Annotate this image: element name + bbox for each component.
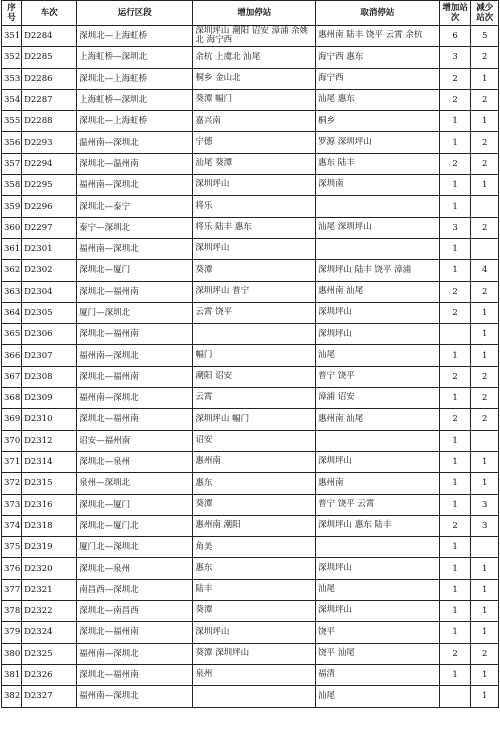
table-row [2, 366, 499, 387]
cell-reduce-count [471, 537, 499, 558]
cell-seq: 367 [2, 366, 22, 387]
cell-add-stops: 诏安 [193, 430, 316, 451]
cell-cancel-stops: 深圳坪山 [316, 451, 440, 472]
cell-section: 福州南—深圳北 [77, 686, 193, 707]
cell-cancel-stops: 惠州南 [316, 473, 440, 494]
cell-train: D2321 [22, 579, 77, 600]
table-row [2, 302, 499, 323]
cell-train: D2307 [22, 345, 77, 366]
cell-add-count: 2 [439, 281, 471, 302]
cell-add-count: 1 [439, 196, 471, 217]
cell-train: D2327 [22, 686, 77, 707]
cell-section: 深圳北—泉州 [77, 451, 193, 472]
cell-section: 泰宁—深圳北 [77, 217, 193, 238]
cell-seq: 356 [2, 132, 22, 153]
cell-seq: 379 [2, 622, 22, 643]
cell-seq: 374 [2, 515, 22, 536]
cell-add-count: 1 [439, 579, 471, 600]
cell-seq: 364 [2, 302, 22, 323]
cell-add-stops: 深圳坪山 普宁 [193, 281, 316, 302]
table-row [2, 664, 499, 685]
cell-reduce-count [471, 430, 499, 451]
cell-train: D2312 [22, 430, 77, 451]
cell-seq: 376 [2, 558, 22, 579]
cell-seq: 358 [2, 175, 22, 196]
cell-seq: 381 [2, 664, 22, 685]
cell-cancel-stops: 普宁 饶平 [316, 366, 440, 387]
header-add-count: 增加站次 [439, 1, 471, 26]
table-body [2, 26, 499, 708]
cell-section: 深圳北—福州南 [77, 324, 193, 345]
cell-cancel-stops: 汕尾 深圳坪山 [316, 217, 440, 238]
cell-train: D2318 [22, 515, 77, 536]
cell-cancel-stops: 桐乡 [316, 111, 440, 132]
cell-seq: 382 [2, 686, 22, 707]
cell-add-stops: 桐乡 金山北 [193, 68, 316, 89]
cell-add-stops: 陆丰 [193, 579, 316, 600]
cell-section: 深圳北—厦门北 [77, 515, 193, 536]
cell-cancel-stops: 汕尾 [316, 345, 440, 366]
cell-cancel-stops: 海宁西 惠东 [316, 47, 440, 68]
cell-section: 福州南—深圳北 [77, 388, 193, 409]
cell-section: 上海虹桥—深圳北 [77, 89, 193, 110]
cell-train: D2325 [22, 643, 77, 664]
cell-add-count: 1 [439, 451, 471, 472]
cell-add-count: 1 [439, 664, 471, 685]
cell-add-stops: 泉州 [193, 664, 316, 685]
cell-add-count: 1 [439, 473, 471, 494]
cell-add-count: 1 [439, 345, 471, 366]
table-row [2, 153, 499, 174]
cell-add-count [439, 686, 471, 707]
cell-add-count: 6 [439, 26, 471, 47]
cell-section: 福州南—深圳北 [77, 238, 193, 259]
cell-cancel-stops: 惠东 陆丰 [316, 153, 440, 174]
cell-train: D2320 [22, 558, 77, 579]
cell-reduce-count [471, 196, 499, 217]
table-row [2, 558, 499, 579]
cell-seq: 366 [2, 345, 22, 366]
cell-cancel-stops: 深圳坪山 惠东 陆丰 [316, 515, 440, 536]
cell-add-count: 1 [439, 558, 471, 579]
cell-section: 福州南—深圳北 [77, 643, 193, 664]
cell-reduce-count [471, 238, 499, 259]
header-row [2, 1, 499, 26]
cell-section: 深圳北—泰宁 [77, 196, 193, 217]
cell-add-count: 2 [439, 89, 471, 110]
cell-section: 上海虹桥—深圳北 [77, 47, 193, 68]
table-row [2, 260, 499, 281]
cell-section: 诏安—福州南 [77, 430, 193, 451]
cell-reduce-count: 2 [471, 366, 499, 387]
cell-reduce-count: 1 [471, 324, 499, 345]
header-add-stops: 增加停站 [193, 1, 316, 26]
cell-train: D2294 [22, 153, 77, 174]
cell-reduce-count: 1 [471, 473, 499, 494]
cell-cancel-stops: 罗源 深圳坪山 [316, 132, 440, 153]
cell-add-stops: 深圳坪山 [193, 622, 316, 643]
cell-reduce-count: 2 [471, 281, 499, 302]
cell-train: D2319 [22, 537, 77, 558]
header-section: 运行区段 [77, 1, 193, 26]
cell-reduce-count: 1 [471, 68, 499, 89]
cell-cancel-stops: 深圳坪山 陆丰 饶平 漳浦 [316, 260, 440, 281]
table-row [2, 515, 499, 536]
cell-train: D2295 [22, 175, 77, 196]
cell-section: 厦门北—深圳北 [77, 537, 193, 558]
cell-add-count: 1 [439, 537, 471, 558]
cell-reduce-count: 2 [471, 409, 499, 430]
cell-add-stops: 余杭 上虞北 汕尾 [193, 47, 316, 68]
cell-reduce-count: 5 [471, 26, 499, 47]
cell-cancel-stops: 深圳坪山 [316, 302, 440, 323]
table-row [2, 111, 499, 132]
cell-train: D2314 [22, 451, 77, 472]
cell-cancel-stops: 深圳南 [316, 175, 440, 196]
cell-cancel-stops: 海宁西 [316, 68, 440, 89]
cell-add-stops: 嘉兴南 [193, 111, 316, 132]
cell-reduce-count: 1 [471, 579, 499, 600]
cell-cancel-stops: 惠州南 陆丰 饶平 云霄 余杭 [316, 26, 440, 47]
cell-reduce-count: 4 [471, 260, 499, 281]
cell-train: D2306 [22, 324, 77, 345]
cell-add-count: 2 [439, 68, 471, 89]
cell-seq: 351 [2, 26, 22, 47]
table-row [2, 89, 499, 110]
cell-add-stops: 深圳坪山 [193, 175, 316, 196]
cell-add-stops: 葵潭 深圳坪山 [193, 643, 316, 664]
cell-cancel-stops: 汕尾 惠东 [316, 89, 440, 110]
table-row [2, 217, 499, 238]
cell-seq: 353 [2, 68, 22, 89]
cell-train: D2286 [22, 68, 77, 89]
cell-train: D2284 [22, 26, 77, 47]
cell-add-stops: 葵潭 [193, 494, 316, 515]
cell-train: D2304 [22, 281, 77, 302]
cell-cancel-stops: 汕尾 [316, 686, 440, 707]
cell-add-stops: 葵潭 [193, 601, 316, 622]
cell-section: 福州南—深圳北 [77, 345, 193, 366]
table-row [2, 473, 499, 494]
table-row [2, 47, 499, 68]
cell-train: D2287 [22, 89, 77, 110]
cell-add-count: 1 [439, 175, 471, 196]
cell-train: D2322 [22, 601, 77, 622]
cell-cancel-stops: 饶平 [316, 622, 440, 643]
cell-reduce-count: 2 [471, 643, 499, 664]
cell-train: D2316 [22, 494, 77, 515]
cell-section: 深圳北—上海虹桥 [77, 26, 193, 47]
cell-cancel-stops: 深圳坪山 [316, 558, 440, 579]
cell-add-stops: 深圳坪山 幅门 [193, 409, 316, 430]
cell-cancel-stops: 福清 [316, 664, 440, 685]
cell-add-count: 1 [439, 132, 471, 153]
cell-train: D2297 [22, 217, 77, 238]
cell-add-count: 1 [439, 260, 471, 281]
cell-train: D2288 [22, 111, 77, 132]
cell-seq: 363 [2, 281, 22, 302]
cell-train: D2296 [22, 196, 77, 217]
table-row [2, 132, 499, 153]
cell-add-stops: 惠州南 潮阳 [193, 515, 316, 536]
cell-reduce-count: 1 [471, 686, 499, 707]
cell-section: 南昌西—深圳北 [77, 579, 193, 600]
cell-cancel-stops: 深圳坪山 [316, 601, 440, 622]
cell-train: D2309 [22, 388, 77, 409]
table-row [2, 601, 499, 622]
table-row [2, 409, 499, 430]
cell-seq: 373 [2, 494, 22, 515]
cell-reduce-count: 2 [471, 47, 499, 68]
cell-add-stops: 葵潭 [193, 260, 316, 281]
cell-add-count: 1 [439, 111, 471, 132]
cell-reduce-count: 2 [471, 132, 499, 153]
cell-cancel-stops: 惠州南 汕尾 [316, 409, 440, 430]
table-row [2, 345, 499, 366]
cell-seq: 357 [2, 153, 22, 174]
cell-reduce-count: 1 [471, 558, 499, 579]
cell-section: 泉州—深圳北 [77, 473, 193, 494]
cell-add-count: 3 [439, 47, 471, 68]
cell-add-stops: 葵潭 幅门 [193, 89, 316, 110]
cell-section: 深圳北—福州南 [77, 366, 193, 387]
cell-train: D2310 [22, 409, 77, 430]
cell-add-stops: 惠州南 [193, 451, 316, 472]
cell-add-stops: 深圳坪山 潮阳 诏安 漳浦 余姚北 海宁西 [193, 26, 316, 47]
cell-add-count: 1 [439, 494, 471, 515]
cell-add-count: 1 [439, 601, 471, 622]
table-row [2, 26, 499, 47]
cell-train: D2308 [22, 366, 77, 387]
cell-add-stops: 云霄 饶平 [193, 302, 316, 323]
cell-add-stops: 将乐 陆丰 惠东 [193, 217, 316, 238]
cell-add-stops: 将乐 [193, 196, 316, 217]
cell-seq: 377 [2, 579, 22, 600]
cell-add-stops: 角美 [193, 537, 316, 558]
cell-add-count: 2 [439, 366, 471, 387]
cell-cancel-stops: 漳浦 诏安 [316, 388, 440, 409]
cell-seq: 378 [2, 601, 22, 622]
cell-reduce-count: 1 [471, 664, 499, 685]
cell-seq: 380 [2, 643, 22, 664]
cell-seq: 371 [2, 451, 22, 472]
cell-add-stops: 惠东 [193, 558, 316, 579]
cell-section: 深圳北—福州南 [77, 281, 193, 302]
table-row [2, 175, 499, 196]
cell-section: 深圳北—上海虹桥 [77, 111, 193, 132]
cell-add-stops: 惠东 [193, 473, 316, 494]
cell-cancel-stops: 深圳坪山 [316, 324, 440, 345]
cell-section: 深圳北—厦门 [77, 494, 193, 515]
cell-train: D2301 [22, 238, 77, 259]
table-row [2, 622, 499, 643]
cell-seq: 360 [2, 217, 22, 238]
cell-seq: 369 [2, 409, 22, 430]
cell-train: D2315 [22, 473, 77, 494]
cell-reduce-count: 2 [471, 153, 499, 174]
cell-section: 深圳北—上海虹桥 [77, 68, 193, 89]
cell-cancel-stops [316, 537, 440, 558]
cell-seq: 362 [2, 260, 22, 281]
cell-cancel-stops: 饶平 汕尾 [316, 643, 440, 664]
cell-add-count: 2 [439, 515, 471, 536]
table-row [2, 686, 499, 707]
cell-reduce-count: 1 [471, 601, 499, 622]
cell-train: D2293 [22, 132, 77, 153]
cell-cancel-stops [316, 238, 440, 259]
cell-add-stops: 宁德 [193, 132, 316, 153]
cell-add-count: 2 [439, 302, 471, 323]
cell-add-count: 1 [439, 388, 471, 409]
cell-seq: 354 [2, 89, 22, 110]
cell-cancel-stops [316, 196, 440, 217]
cell-add-count: 1 [439, 430, 471, 451]
cell-reduce-count: 1 [471, 302, 499, 323]
table-row [2, 281, 499, 302]
cell-section: 福州南—深圳北 [77, 175, 193, 196]
cell-section: 深圳北—福州南 [77, 409, 193, 430]
cell-seq: 352 [2, 47, 22, 68]
cell-seq: 365 [2, 324, 22, 345]
cell-section: 深圳北—温州南 [77, 153, 193, 174]
cell-cancel-stops: 普宁 饶平 云霄 [316, 494, 440, 515]
cell-section: 深圳北—厦门 [77, 260, 193, 281]
cell-add-stops: 汕尾 葵潭 [193, 153, 316, 174]
cell-add-count: 3 [439, 217, 471, 238]
cell-add-count [439, 324, 471, 345]
cell-seq: 370 [2, 430, 22, 451]
cell-add-count: 2 [439, 153, 471, 174]
cell-reduce-count: 1 [471, 451, 499, 472]
cell-train: D2302 [22, 260, 77, 281]
cell-section: 温州南—深圳北 [77, 132, 193, 153]
table-row [2, 388, 499, 409]
cell-train: D2285 [22, 47, 77, 68]
cell-reduce-count: 1 [471, 345, 499, 366]
cell-reduce-count: 1 [471, 175, 499, 196]
cell-seq: 368 [2, 388, 22, 409]
table-row [2, 238, 499, 259]
table-row [2, 643, 499, 664]
table-row [2, 430, 499, 451]
cell-reduce-count: 3 [471, 494, 499, 515]
cell-seq: 361 [2, 238, 22, 259]
cell-train: D2326 [22, 664, 77, 685]
table-row [2, 579, 499, 600]
cell-reduce-count: 1 [471, 622, 499, 643]
header-cancel-stops: 取消停站 [316, 1, 440, 26]
header-train: 车次 [22, 1, 77, 26]
cell-reduce-count: 3 [471, 515, 499, 536]
cell-seq: 355 [2, 111, 22, 132]
cell-cancel-stops: 惠州南 汕尾 [316, 281, 440, 302]
cell-section: 深圳北—福州南 [77, 664, 193, 685]
table-row [2, 68, 499, 89]
header-seq: 序号 [2, 1, 22, 26]
cell-cancel-stops [316, 430, 440, 451]
table-row [2, 324, 499, 345]
cell-add-count: 2 [439, 643, 471, 664]
cell-add-count: 1 [439, 238, 471, 259]
cell-add-stops: 深圳坪山 [193, 238, 316, 259]
cell-reduce-count: 1 [471, 111, 499, 132]
table-row [2, 494, 499, 515]
cell-add-stops [193, 324, 316, 345]
table-row [2, 537, 499, 558]
cell-section: 深圳北—泉州 [77, 558, 193, 579]
cell-reduce-count: 2 [471, 217, 499, 238]
cell-section: 深圳北—福州南 [77, 622, 193, 643]
timetable-adjustment-table [1, 0, 499, 708]
cell-add-count: 1 [439, 622, 471, 643]
cell-seq: 359 [2, 196, 22, 217]
cell-add-stops: 云霄 [193, 388, 316, 409]
cell-train: D2324 [22, 622, 77, 643]
cell-seq: 375 [2, 537, 22, 558]
cell-add-stops [193, 686, 316, 707]
table-row [2, 196, 499, 217]
table-row [2, 451, 499, 472]
cell-section: 厦门—深圳北 [77, 302, 193, 323]
cell-add-stops: 幅门 [193, 345, 316, 366]
cell-reduce-count: 2 [471, 388, 499, 409]
header-reduce-count: 减少站次 [471, 1, 499, 26]
cell-cancel-stops: 汕尾 [316, 579, 440, 600]
cell-add-count: 2 [439, 409, 471, 430]
cell-reduce-count: 2 [471, 89, 499, 110]
cell-section: 深圳北—南昌西 [77, 601, 193, 622]
cell-seq: 372 [2, 473, 22, 494]
cell-train: D2305 [22, 302, 77, 323]
cell-add-stops: 潮阳 诏安 [193, 366, 316, 387]
